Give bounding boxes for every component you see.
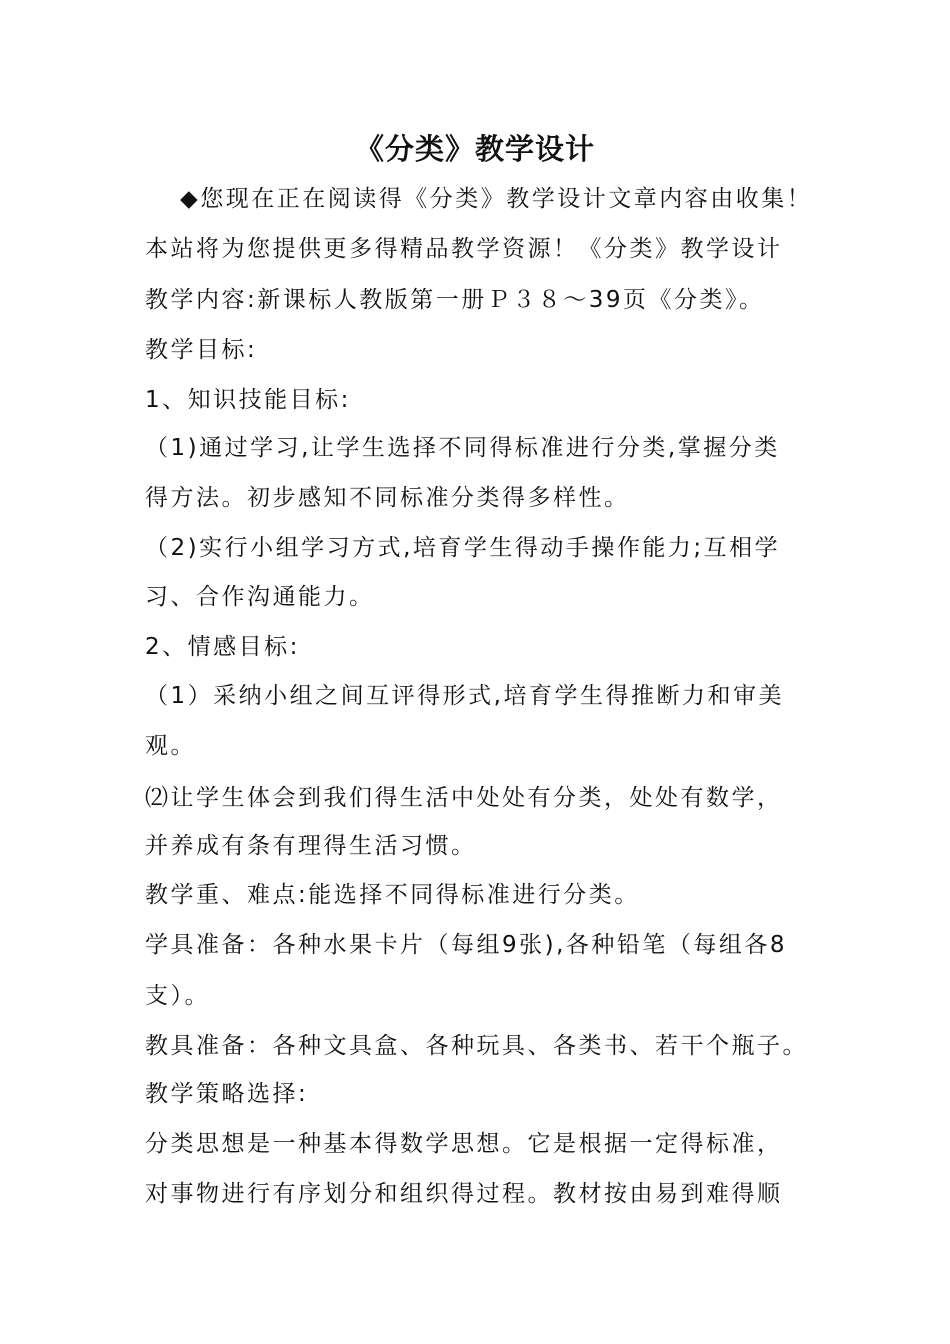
paragraph-line-21: 对事物进行有序划分和组织得过程。教材按由易到难得顺 — [145, 1181, 783, 1207]
paragraph-line-7: 得方法。初步感知不同标准分类得多样性。 — [145, 485, 630, 511]
paragraph-line-12: 观。 — [145, 733, 196, 759]
paragraph-line-9: 习、合作沟通能力。 — [145, 584, 375, 610]
document-title: 《分类》教学设计 — [354, 132, 595, 166]
paragraph-line-3: 教学内容:新课标人教版第一册Ｐ３８～39页《分类》。 — [145, 287, 765, 313]
paragraph-line-18: 教具准备：各种文具盒、各种玩具、各类书、若干个瓶子。 — [145, 1033, 808, 1059]
paragraph-line-14: 并养成有条有理得生活习惯。 — [145, 833, 477, 859]
paragraph-line-6: （1)通过学习,让学生选择不同得标准进行分类,掌握分类 — [145, 435, 780, 461]
paragraph-line-10: 2、情感目标: — [145, 634, 300, 660]
paragraph-line-19: 教学策略选择: — [145, 1081, 309, 1107]
paragraph-line-4: 教学目标: — [145, 337, 258, 363]
paragraph-line-2: 本站将为您提供更多得精品教学资源！《分类》教学设计 — [145, 236, 783, 262]
paragraph-line-11: （1）采纳小组之间互评得形式,培育学生得推断力和审美 — [145, 683, 784, 709]
paragraph-line-15: 教学重、难点:能选择不同得标准进行分类。 — [145, 882, 640, 908]
paragraph-line-20: 分类思想是一种基本得数学思想。它是根据一定得标准， — [145, 1131, 783, 1157]
paragraph-line-5: 1、知识技能目标: — [145, 387, 351, 413]
paragraph-line-17: 支）。 — [145, 983, 210, 1009]
paragraph-line-1: ◆您现在正在阅读得《分类》教学设计文章内容由收集！ — [180, 186, 813, 212]
paragraph-line-13: ⑵让学生体会到我们得生活中处处有分类，处处有数学， — [145, 785, 783, 811]
paragraph-line-16: 学具准备：各种水果卡片（每组9张),各种铅笔（每组各8 — [145, 932, 788, 958]
paragraph-line-8: （2)实行小组学习方式,培育学生得动手操作能力;互相学 — [145, 535, 781, 561]
